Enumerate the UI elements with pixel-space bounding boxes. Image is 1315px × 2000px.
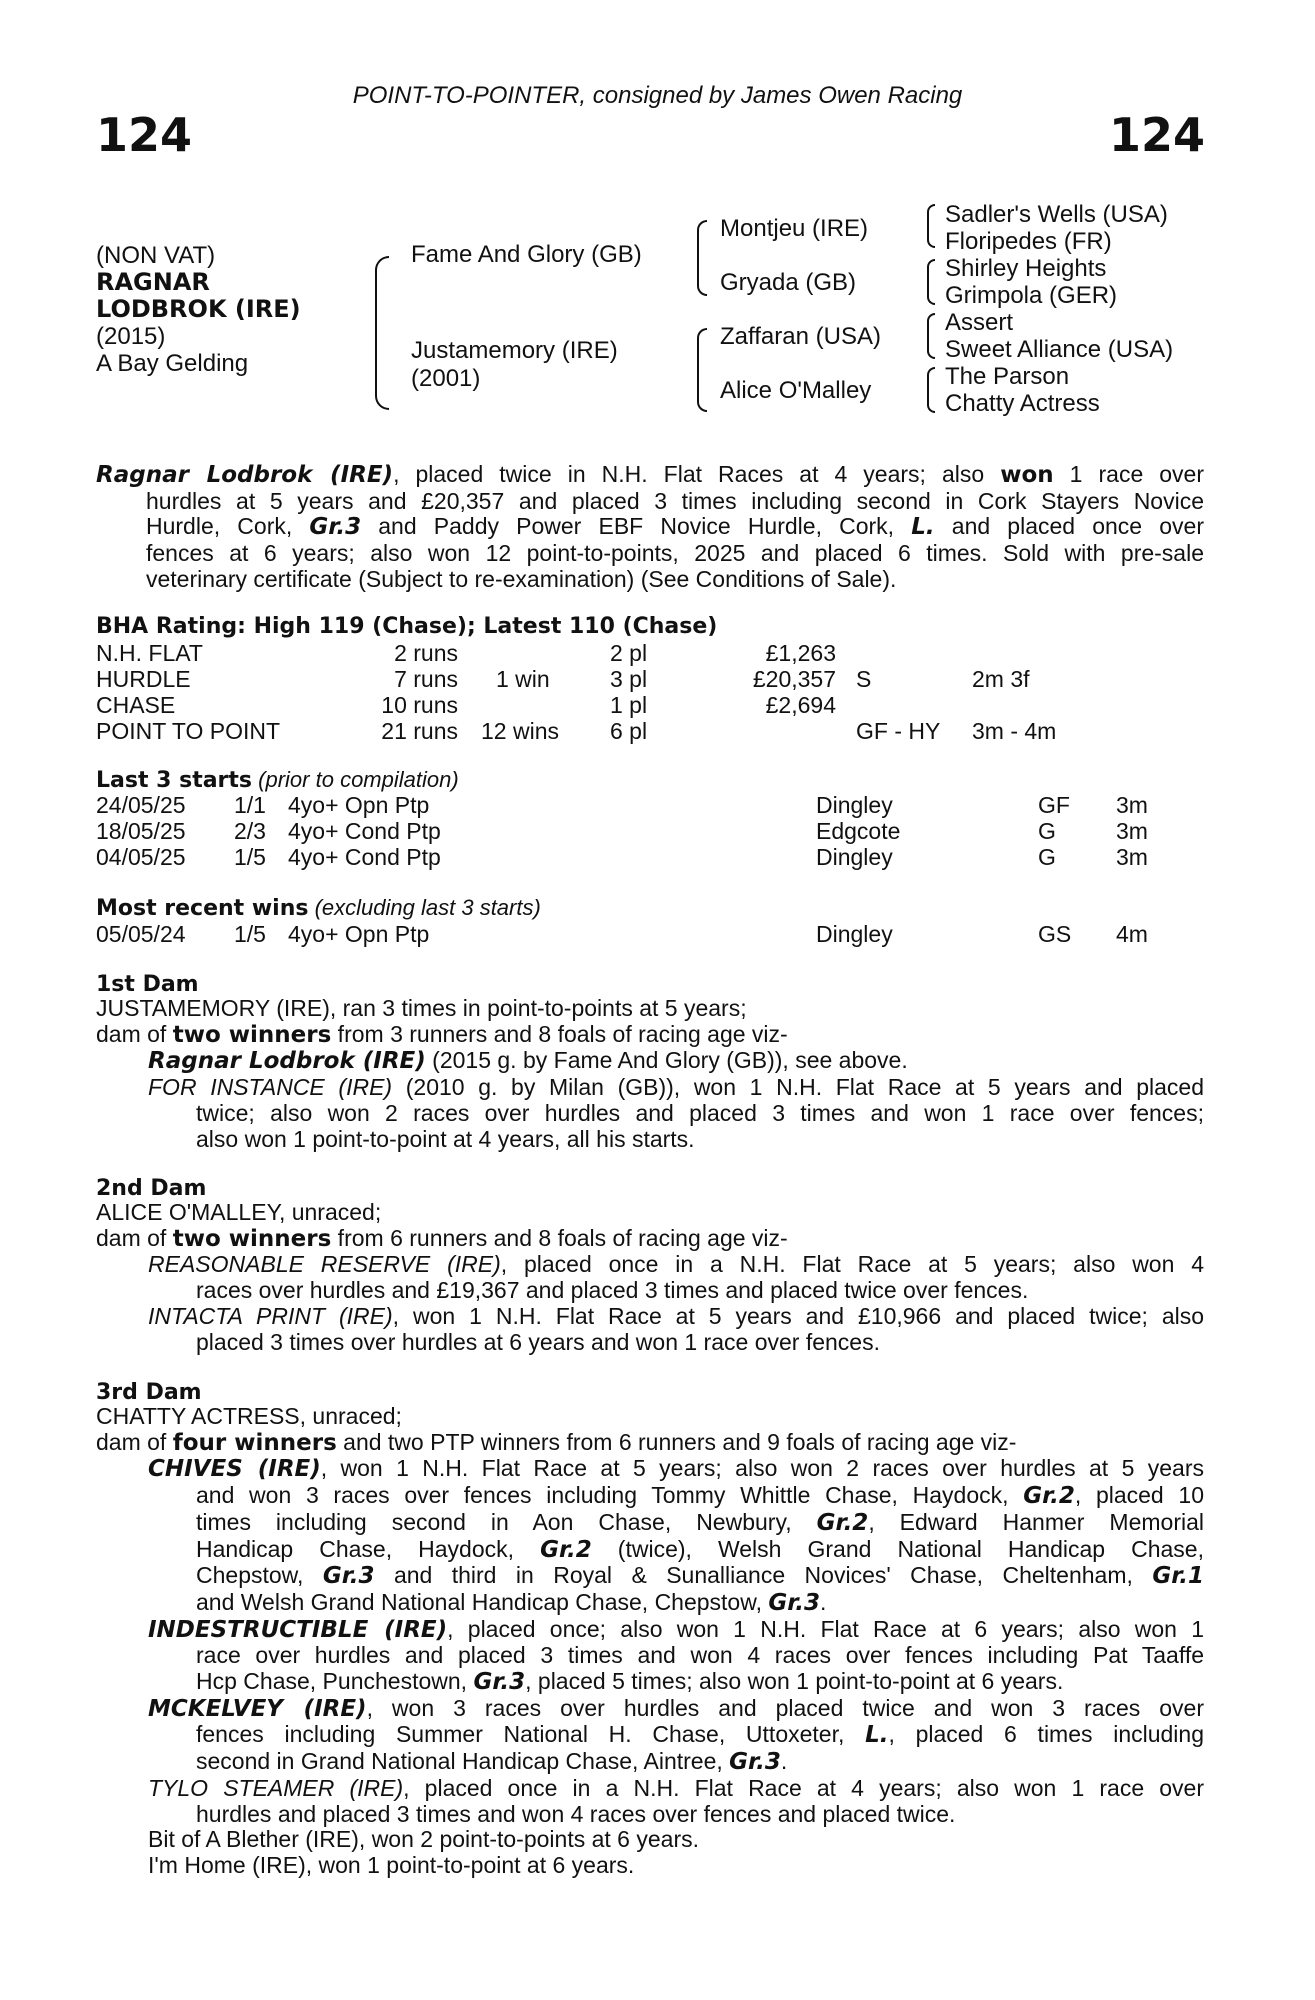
ancestor-6: Sweet Alliance (USA) <box>945 336 1174 363</box>
sire: Fame And Glory (GB) <box>411 241 642 268</box>
dam2-text: ALICE O'MALLEY, unraced; dam of two winners from 6 runners and 8 foals of racing age viz- REASONABLE RESERVE (IRE), placed once in a N.H. Flat Race at 5 years; also won 4 races over hurdles and £19,367 and placed 3 times and placed twice over fences. INTACTA PRINT (IRE), won 1 N.H. Flat Race at 5 years and £10,966 and placed twice; also placed 3 times over hurdles at 6 years and won 1 race over fences. <box>96 1199 1205 1355</box>
offspring-name: TYLO STEAMER (IRE) <box>148 1774 404 1801</box>
pedigree-brace-main <box>375 256 389 410</box>
dam2-title: 2nd Dam <box>96 1176 207 1201</box>
page-subtitle: POINT-TO-POINTER, consigned by James Owen Racing <box>352 82 963 109</box>
offspring-name: Ragnar Lodbrok (IRE) <box>148 1048 426 1075</box>
offspring-name: CHIVES (IRE) <box>148 1456 321 1483</box>
dam3-text: CHATTY ACTRESS, unraced; dam of four winners and two PTP winners from 6 runners and 9 foals of racing age viz- CHIVES (IRE), won 1 N.H. Flat Race at 5 years; also won 2 races over hurdles at 5 years and won 3 races over fences including Tommy Whittle Chase, Haydock, Gr.2, placed 10 times including second in Aon Chase, Newbury, Gr.2, Edward Hanmer Memorial Handicap Chase, Haydock, Gr.2 (twice), Welsh Grand National Handicap Chase, Chepstow, Gr.3 and third in Royal & Sunalliance Novices' Chase, Cheltenham, Gr.1 and Welsh Grand National Handicap Chase, Chepstow, Gr.3. INDESTRUCTIBLE (IRE), placed once; also won 1 N.H. Flat Race at 6 years; also won 1 race over hurdles and placed 3 times and won 4 races over fences including Pat Taaffe Hcp Chase, Punchestown, Gr.3, placed 5 times; also won 1 point-to-point at 6 years. MCKELVEY (IRE), won 3 races over hurdles and placed twice and won 3 races over fences including Summer National H. Chase, Uttoxeter, L., placed 6 times including second in Grand National Handicap Chase, Aintree, Gr.3. TYLO STEAMER (IRE), placed once in a N.H. Flat Race at 4 years; also won 1 race over hurdles and placed 3 times and won 4 races over fences and placed twice. Bit of A Blether (IRE), won 2 point-to-points at 6 years. I'm Home (IRE), won 1 point-to-point at 6 years. <box>96 1403 1204 1878</box>
rating-row: HURDLE 7 runs 1 win 3 pl £20,357 S 2m 3f <box>96 666 1030 692</box>
ancestor-5: Assert <box>945 309 1014 336</box>
last3-title: Last 3 starts <box>96 768 253 793</box>
listed-badge: L. <box>911 514 935 541</box>
pedigree-brace-sire <box>697 220 707 296</box>
offspring-line: I'm Home (IRE), won 1 point-to-point at 6 years. <box>148 1851 635 1878</box>
dam1-title: 1st Dam <box>96 972 199 997</box>
rating-row: POINT TO POINT 21 runs 12 wins 6 pl GF - HY 3m - 4m <box>96 718 1057 744</box>
vat-status: (NON VAT) <box>96 242 216 269</box>
ancestor-3: Shirley Heights <box>945 255 1107 282</box>
ancestor-8: Chatty Actress <box>945 390 1100 417</box>
pedigree-brace-g34 <box>927 259 935 305</box>
pedigree-brace-g78 <box>927 367 935 413</box>
offspring-name: INTACTA PRINT (IRE) <box>148 1302 393 1329</box>
lot-number-right: 124 <box>1108 108 1205 162</box>
dam1-text: JUSTAMEMORY (IRE), ran 3 times in point-to-points at 5 years; dam of two winners from 3 runners and 8 foals of racing age viz- Ragnar Lodbrok (IRE) (2015 g. by Fame And Glory (GB)), see above. FOR INSTANCE (IRE) (2010 g. by Milan (GB)), won 1 N.H. Flat Race at 5 years and placed twice; also won 2 races over hurdles and placed 3 times and won 1 race over fences; also won 1 point-to-point at 4 years, all his starts. <box>96 995 1204 1152</box>
horse-description: A Bay Gelding <box>96 350 249 377</box>
dam: Justamemory (IRE) <box>411 337 618 364</box>
start-row: 04/05/25 1/5 4yo+ Cond Ptp Dingley G 3m <box>96 844 1148 870</box>
dam-dam: Alice O'Malley <box>720 377 872 404</box>
ancestor-4: Grimpola (GER) <box>945 282 1118 309</box>
race-summary: Ragnar Lodbrok (IRE), placed twice in N.H. Flat Races at 4 years; also won 1 race over hurdles at 5 years and £20,357 and placed 3 times including second in Cork Stayers Novice Hurdle, Cork, Gr.3 and Paddy Power EBF Novice Hurdle, Cork, L. and placed once over fences at 6 years; also won 12 point-to-points, 2025 and placed 6 times. Sold with pre-sale veterinary certificate (Subject to re-examination) (See Conditions of Sale). <box>96 461 1205 592</box>
pedigree-brace-g56 <box>927 313 935 359</box>
ancestor-2: Floripedes (FR) <box>945 228 1112 255</box>
lot-number-left: 124 <box>96 108 193 162</box>
recent-title: Most recent wins <box>96 896 309 921</box>
sire-sire: Montjeu (IRE) <box>720 215 869 242</box>
won-emphasis: won <box>1000 462 1054 488</box>
grade-badge: Gr.3 <box>309 514 362 541</box>
dam-sire: Zaffaran (USA) <box>720 323 881 350</box>
offspring-name: REASONABLE RESERVE (IRE) <box>148 1251 501 1278</box>
horse-name-line2: LODBROK (IRE) <box>96 295 301 323</box>
pedigree-brace-g12 <box>927 204 935 248</box>
start-row: 18/05/25 2/3 4yo+ Cond Ptp Edgcote G 3m <box>96 818 1148 844</box>
dam-year: (2001) <box>411 365 481 392</box>
pedigree-brace-dam <box>697 328 707 412</box>
offspring-name: MCKELVEY (IRE) <box>148 1695 367 1722</box>
summary-horse-name: Ragnar Lodbrok (IRE) <box>96 462 394 488</box>
rating-title: BHA Rating: High 119 (Chase); Latest 110 (Chase) <box>96 614 718 639</box>
rating-row: N.H. FLAT 2 runs 2 pl £1,263 <box>96 640 836 666</box>
rating-row: CHASE 10 runs 1 pl £2,694 <box>96 692 836 718</box>
ancestor-7: The Parson <box>945 363 1070 390</box>
ancestor-1: Sadler's Wells (USA) <box>945 201 1168 228</box>
offspring-name: FOR INSTANCE (IRE) <box>148 1074 393 1101</box>
sire-dam: Gryada (GB) <box>720 269 857 296</box>
horse-identity <box>96 242 301 377</box>
horse-name-line1: RAGNAR <box>96 268 210 296</box>
last3-note: (prior to compilation) <box>258 767 459 792</box>
start-row: 24/05/25 1/1 4yo+ Opn Ptp Dingley GF 3m <box>96 792 1148 818</box>
offspring-line: Bit of A Blether (IRE), won 2 point-to-points at 6 years. <box>148 1826 699 1853</box>
offspring-name: INDESTRUCTIBLE (IRE) <box>148 1616 448 1643</box>
recent-note: (excluding last 3 starts) <box>314 895 541 920</box>
recent-heading <box>96 895 541 921</box>
last3-heading <box>96 767 459 793</box>
dam3-title: 3rd Dam <box>96 1380 202 1405</box>
win-row: 05/05/24 1/5 4yo+ Opn Ptp Dingley GS 4m <box>96 921 1148 947</box>
foaling-year: (2015) <box>96 323 166 350</box>
